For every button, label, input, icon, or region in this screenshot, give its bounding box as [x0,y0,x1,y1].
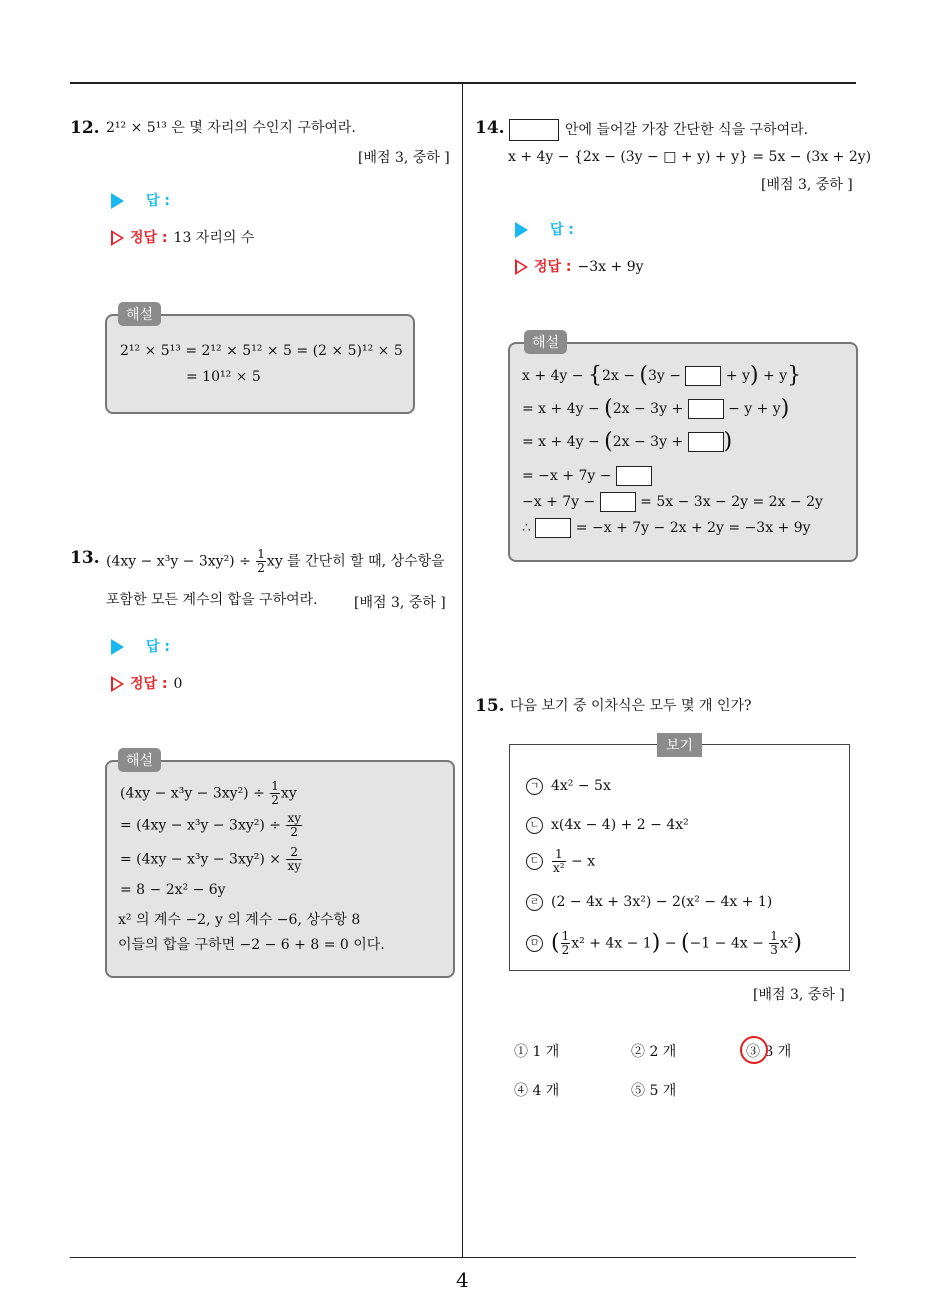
play-triangle-icon [111,639,124,655]
solution-line: = x + 4y − (2x − 3y + − y + y) [522,396,790,421]
outline-triangle-icon [111,676,124,692]
outline-triangle-icon [515,259,528,275]
solution-line: −x + 7y − = 5x − 3x − 2y = 2x − 2y [522,494,823,510]
bottom-rule [70,1257,856,1258]
question-equation: x + 4y − {2x − (3y − □ + y) + y} = 5x − (3x + 2y) [508,149,872,165]
solution-line: = 8 − 2x² − 6y [120,882,226,898]
key-answer: 정답 : 0 [111,673,182,693]
bogi-item: ㄱ 4x² − 5x [526,777,611,795]
solution-line: 2¹² × 5¹³ = 2¹² × 5¹² × 5 = (2 × 5)¹² × 5 [120,343,403,359]
score-label: [배점 3, 중하 ] [358,150,450,166]
solution-tag: 해설 [524,330,567,354]
solution-line: x² 의 계수 −2, y 의 계수 −6, 상수항 8 [118,912,361,928]
item-mark: ㄹ [526,894,543,911]
answer-label: 답 : [515,219,574,239]
question-prompt: 다음 보기 중 이차식은 모두 몇 개 인가? [510,698,752,714]
question-prompt-line2: 포함한 모든 계수의 합을 구하여라. [106,592,318,608]
blank-box [685,366,721,386]
choice-5[interactable]: ⑤ 5 개 [631,1083,677,1099]
page-number: 4 [456,1268,469,1292]
key-answer: 정답 : 13 자리의 수 [111,227,254,247]
blank-box [688,399,724,419]
item-mark: ㄷ [526,853,543,870]
solution-tag: 해설 [118,302,161,326]
answer-blank-box [509,119,559,141]
bogi-tag: 보기 [657,733,702,757]
blank-box [535,518,571,538]
key-answer: 정답 : −3x + 9y [515,256,644,276]
question-prompt: (4xy − x³y − 3xy²) ÷ $\frac{1}{2}$ xy 를 간단히 할 때, 상수항을 [106,547,445,575]
key-answer-value: −3x + 9y [577,259,644,275]
bogi-item: ㄹ (2 − 4x + 3x²) − 2(x² − 4x + 1) [526,893,772,911]
solution-line: x + 4y − {2x − (3y − + y) + y} [522,363,802,388]
solution-line: = (4xy − x³y − 3xy²) ÷ $\frac{xy}{2}$ [120,811,301,839]
choice-2[interactable]: ② 2 개 [631,1044,677,1060]
choice-1[interactable]: ① 1 개 [514,1044,560,1060]
score-label: [배점 3, 중하 ] [354,595,446,611]
score-label: [배점 3, 중하 ] [753,987,845,1003]
question-number: 13. [70,548,100,568]
solution-line: = −x + 7y − [522,466,652,486]
bogi-item: ㅁ ( $\frac{1}{2}$ x² + 4x − 1) − (−1 − 4x − $\frac{1}{3}$ x²) [526,930,802,957]
column-divider [462,84,463,1258]
key-answer-value: 0 [173,676,183,692]
solution-line: = 10¹² × 5 [186,369,261,385]
selected-answer-mark [740,1036,768,1064]
solution-line: 이들의 합을 구하면 −2 − 6 + 8 = 0 이다. [118,937,385,953]
answer-label: 답 : [111,636,170,656]
answer-label: 답 : [111,190,170,210]
question-number: 15. [475,696,505,716]
item-mark: ㅁ [526,935,543,952]
play-triangle-icon [111,193,124,209]
solution-box [105,314,415,414]
question-prompt: 안에 들어갈 가장 간단한 식을 구하여라. [565,122,809,138]
question-number: 14. [475,118,505,138]
outline-triangle-icon [111,230,124,246]
solution-line: (4xy − x³y − 3xy²) ÷ $\frac{1}{2}$ xy [120,779,297,807]
blank-box [600,492,636,512]
item-mark: ㄱ [526,778,543,795]
solution-line: = x + 4y − (2x − 3y + ) [522,429,733,454]
solution-line: = (4xy − x³y − 3xy²) × $\frac{2}{xy}$ [120,845,301,873]
solution-tag: 해설 [118,748,161,772]
fraction: $\frac{1}{2}$ [257,547,265,575]
score-label: [배점 3, 중하 ] [761,177,853,193]
blank-box [688,432,724,452]
solution-line: ∴ = −x + 7y − 2x + 2y = −3x + 9y [522,520,811,536]
choice-3[interactable]: ③ 3 개 [746,1044,792,1060]
choice-4[interactable]: ④ 4 개 [514,1083,560,1099]
key-answer-value: 13 자리의 수 [173,230,255,246]
question-number: 12. [70,118,100,138]
item-mark: ㄴ [526,817,543,834]
blank-box [616,466,652,486]
bogi-item: ㄴ x(4x − 4) + 2 − 4x² [526,816,689,834]
bogi-item: ㄷ $\frac{1}{\text{x²}}$ − x [526,848,595,875]
play-triangle-icon [515,222,528,238]
top-rule [70,82,856,84]
question-prompt: 2¹² × 5¹³ 은 몇 자리의 수인지 구하여라. [106,120,356,136]
